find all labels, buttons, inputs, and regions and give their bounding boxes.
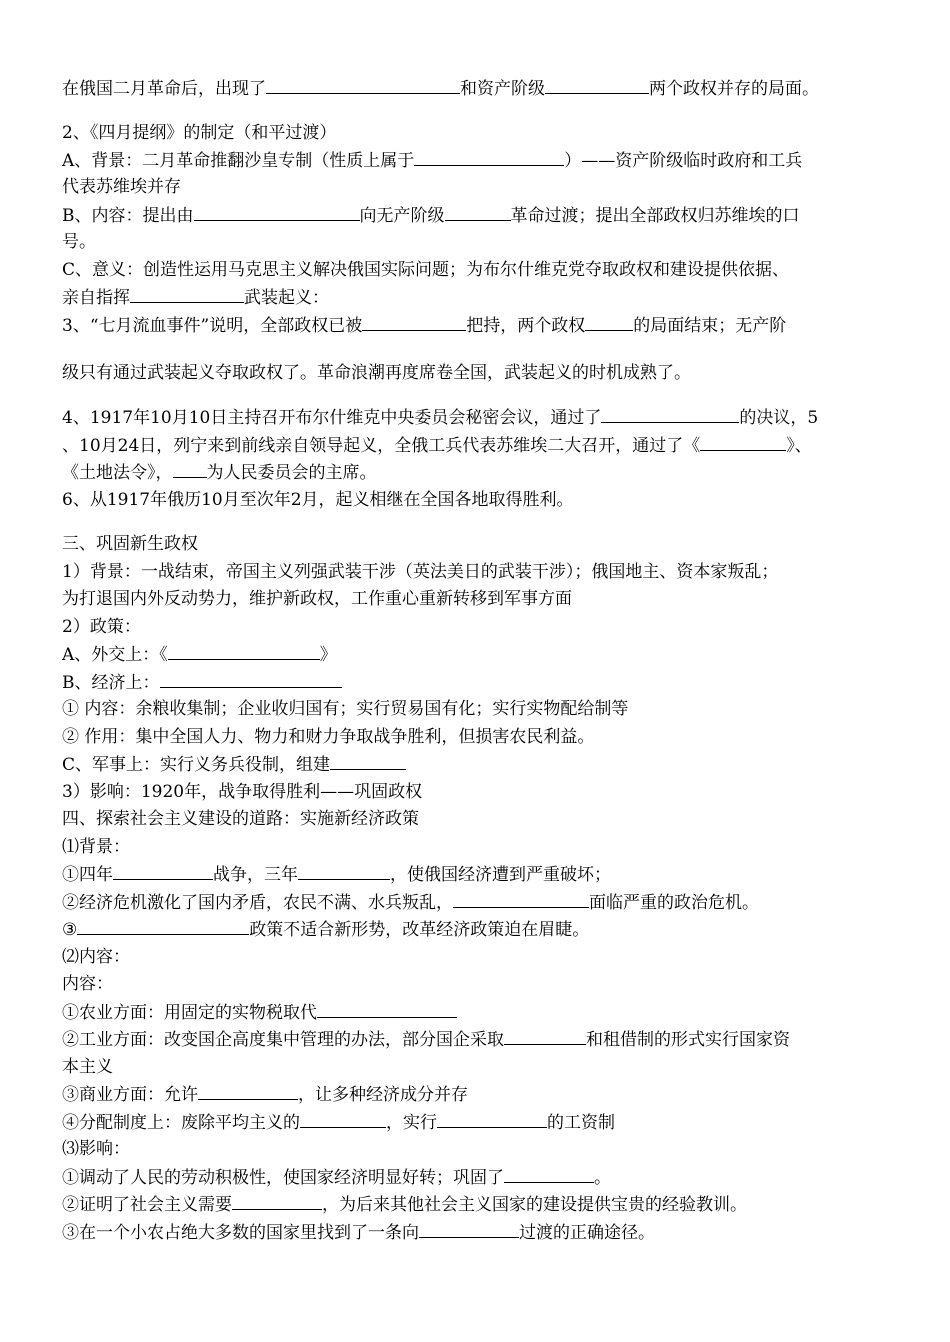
line-text: 政策不适合新形势，改革经济政策迫在眉睫。 [249, 920, 590, 940]
fill-in-blank[interactable] [298, 862, 390, 880]
line-text: 的决议，5 [739, 408, 819, 428]
text-line [62, 203, 800, 227]
line-text: 三、巩固新生政权 [62, 534, 198, 554]
text-line [62, 175, 181, 199]
line-text: 向无产阶级 [359, 206, 445, 226]
line-text: 号。 [62, 232, 96, 252]
line-text: 战争，三年 [213, 865, 298, 885]
text-line [62, 945, 130, 969]
fill-in-blank[interactable] [130, 285, 244, 303]
text-line [62, 890, 759, 914]
line-text: ，实行 [386, 1113, 437, 1133]
line-text: ，使俄国经济遭到严重破坏； [390, 865, 611, 885]
text-line [62, 1192, 747, 1216]
fill-in-blank[interactable] [194, 203, 360, 221]
text-line [62, 313, 786, 337]
text-line [62, 807, 419, 831]
text-line [62, 697, 628, 721]
line-text: 1）背景：一战结束，帝国主义列强武装干涉（英法美日的武装干涉）；俄国地主、资本家叛乱； [62, 562, 779, 582]
line-text: 6、从1917年俄历10月至次年2月，起义相继在全国各地取得胜利。 [62, 490, 574, 510]
fill-in-blank[interactable] [504, 1027, 586, 1045]
text-line [62, 121, 336, 145]
line-text: ② 作用：集中全国人力、物力和财力争取战争胜利，但损害农民利益。 [62, 727, 595, 747]
line-text: A、外交上：《 [62, 645, 168, 665]
line-text: ②经济危机激化了国内矛盾，农民不满、水兵叛乱， [62, 893, 453, 913]
fill-in-blank[interactable] [173, 460, 207, 478]
fill-in-blank[interactable] [414, 148, 564, 166]
line-text: 武装起义： [244, 288, 329, 308]
text-line [62, 587, 572, 611]
text-line [62, 433, 812, 457]
text-line [62, 725, 594, 749]
fill-in-blank[interactable] [453, 890, 589, 908]
text-line [62, 1000, 457, 1024]
fill-in-blank[interactable] [198, 1082, 298, 1100]
line-text: 在俄国二月革命后，出现了 [62, 79, 266, 99]
line-text: 的工资制 [547, 1113, 615, 1133]
text-line [62, 615, 141, 639]
line-text: ④分配制度上：废除平均主义的 [62, 1113, 300, 1133]
line-text: 》 [319, 645, 337, 665]
text-line [62, 532, 198, 556]
line-text: ，为后来其他社会主义国家的建设提供宝贵的经验教训。 [322, 1195, 747, 1215]
line-text: ①四年 [62, 865, 113, 885]
fill-in-blank[interactable] [437, 1110, 547, 1128]
text-line [62, 148, 802, 172]
fill-in-blank[interactable] [545, 76, 649, 94]
line-text: 和租借制的形式实行国家资 [586, 1030, 790, 1050]
line-text: 内容： [62, 974, 113, 994]
text-line [62, 258, 789, 282]
fill-in-blank[interactable] [232, 1192, 322, 1210]
line-text: 四、探索社会主义建设的道路：实施新经济政策 [62, 809, 419, 829]
line-text: 的局面结束；无产阶 [633, 316, 787, 336]
text-line [62, 752, 406, 776]
fill-in-blank[interactable] [77, 917, 249, 935]
line-text: ）——资产阶级临时政府和工兵 [564, 151, 803, 171]
fill-in-blank[interactable] [168, 642, 320, 660]
text-line [62, 642, 337, 666]
line-text: 。 [594, 1168, 611, 1188]
line-text: ①农业方面：用固定的实物税取代 [62, 1003, 317, 1023]
text-line [62, 285, 329, 309]
line-text: 亲自指挥 [62, 288, 130, 308]
line-text: ③商业方面：允许 [62, 1085, 198, 1105]
line-text: C、军事上：实行义务兵役制，组建 [62, 755, 331, 775]
line-text: 2）政策： [62, 617, 141, 637]
line-text: 2、《四月提纲》的制定（和平过渡） [62, 123, 337, 143]
line-text: 3、“七月流血事件”说明，全部政权已被 [62, 316, 363, 336]
line-text: C、意义：创造性运用马克思主义解决俄国实际问题；为布尔什维克党夺取政权和建设提供依据、 [62, 260, 790, 280]
line-text: 为人民委员会的主席。 [206, 463, 377, 483]
fill-in-blank[interactable] [445, 203, 511, 221]
fill-in-blank[interactable] [266, 76, 460, 94]
line-text: ②证明了社会主义需要 [62, 1195, 232, 1215]
text-line [62, 917, 589, 941]
text-line [62, 1082, 468, 1106]
text-line [62, 488, 574, 512]
line-text: 代表苏维埃并存 [62, 177, 181, 197]
line-text: 》、 [786, 436, 812, 456]
fill-in-blank[interactable] [330, 752, 406, 770]
fill-in-blank[interactable] [300, 1110, 386, 1128]
line-text: A、背景：二月革命推翻沙皇专制（性质上属于 [62, 151, 415, 171]
line-text: ⑵内容： [62, 947, 130, 967]
line-text: 3）影响：1920年，战争取得胜利——巩固政权 [62, 782, 423, 802]
text-line [62, 780, 422, 804]
line-text: 、10月24日，列宁来到前线亲自领导起义，全俄工兵代表苏维埃二大召开，通过了《 [62, 436, 701, 456]
text-line [62, 1027, 790, 1051]
line-text: 本主义 [62, 1057, 113, 1077]
text-line [62, 1220, 655, 1244]
text-line [62, 76, 819, 100]
fill-in-blank[interactable] [160, 670, 342, 688]
line-text: ①调动了人民的劳动积极性，使国家经济明显好转；巩固了 [62, 1168, 504, 1188]
line-text: 4、1917年10月10日主持召开布尔什维克中央委员会秘密会议，通过了 [62, 408, 602, 428]
text-line [62, 862, 611, 886]
line-text: ⑴背景： [62, 837, 130, 857]
fill-in-blank[interactable] [601, 405, 739, 423]
fill-in-blank[interactable] [113, 862, 213, 880]
line-text: 《土地法令》， [62, 463, 173, 483]
line-text: ① 内容：余粮收集制；企业收归国有；实行贸易国有化；实行实物配给制等 [62, 699, 629, 719]
line-text: ②工业方面：改变国企高度集中管理的办法，部分国企采取 [62, 1030, 504, 1050]
line-text: ，让多种经济成分并存 [298, 1085, 468, 1105]
fill-in-blank[interactable] [504, 1165, 594, 1183]
text-line [62, 560, 778, 584]
line-text: 过渡的正确途径。 [519, 1223, 655, 1243]
text-line [62, 460, 377, 484]
fill-in-blank[interactable] [419, 1220, 519, 1238]
line-text: 把持，两个政权 [466, 316, 586, 336]
text-line [62, 405, 818, 429]
text-line [62, 670, 342, 694]
line-text: ③在一个小农占绝大多数的国家里找到了一条向 [62, 1223, 419, 1243]
line-text: 为打退国内外反动势力，维护新政权，工作重心重新转移到军事方面 [62, 589, 572, 609]
fill-in-blank[interactable] [317, 1000, 457, 1018]
text-line [62, 835, 130, 859]
line-text: ⑶影响： [62, 1139, 130, 1159]
fill-in-blank[interactable] [700, 433, 786, 451]
text-line [62, 1137, 130, 1161]
text-line [62, 972, 113, 996]
text-line [62, 230, 96, 254]
line-text: ③ [62, 920, 78, 940]
line-text: 和资产阶级 [460, 79, 545, 99]
line-text: B、经济上： [62, 673, 160, 693]
text-line [62, 1055, 113, 1079]
fill-in-blank[interactable] [362, 313, 466, 331]
line-text: 面临严重的政治危机。 [589, 893, 759, 913]
text-line [62, 361, 691, 385]
fill-in-blank[interactable] [585, 313, 633, 331]
line-text: 革命过渡；提出全部政权归苏维埃的口 [510, 206, 800, 226]
text-line [62, 1110, 615, 1134]
line-text: 两个政权并存的局面。 [649, 79, 819, 99]
line-text: 级只有通过武装起义夺取政权了。革命浪潮再度席卷全国，武装起义的时机成熟了。 [62, 363, 691, 383]
line-text: B、内容：提出由 [62, 206, 194, 226]
text-line [62, 1165, 611, 1189]
